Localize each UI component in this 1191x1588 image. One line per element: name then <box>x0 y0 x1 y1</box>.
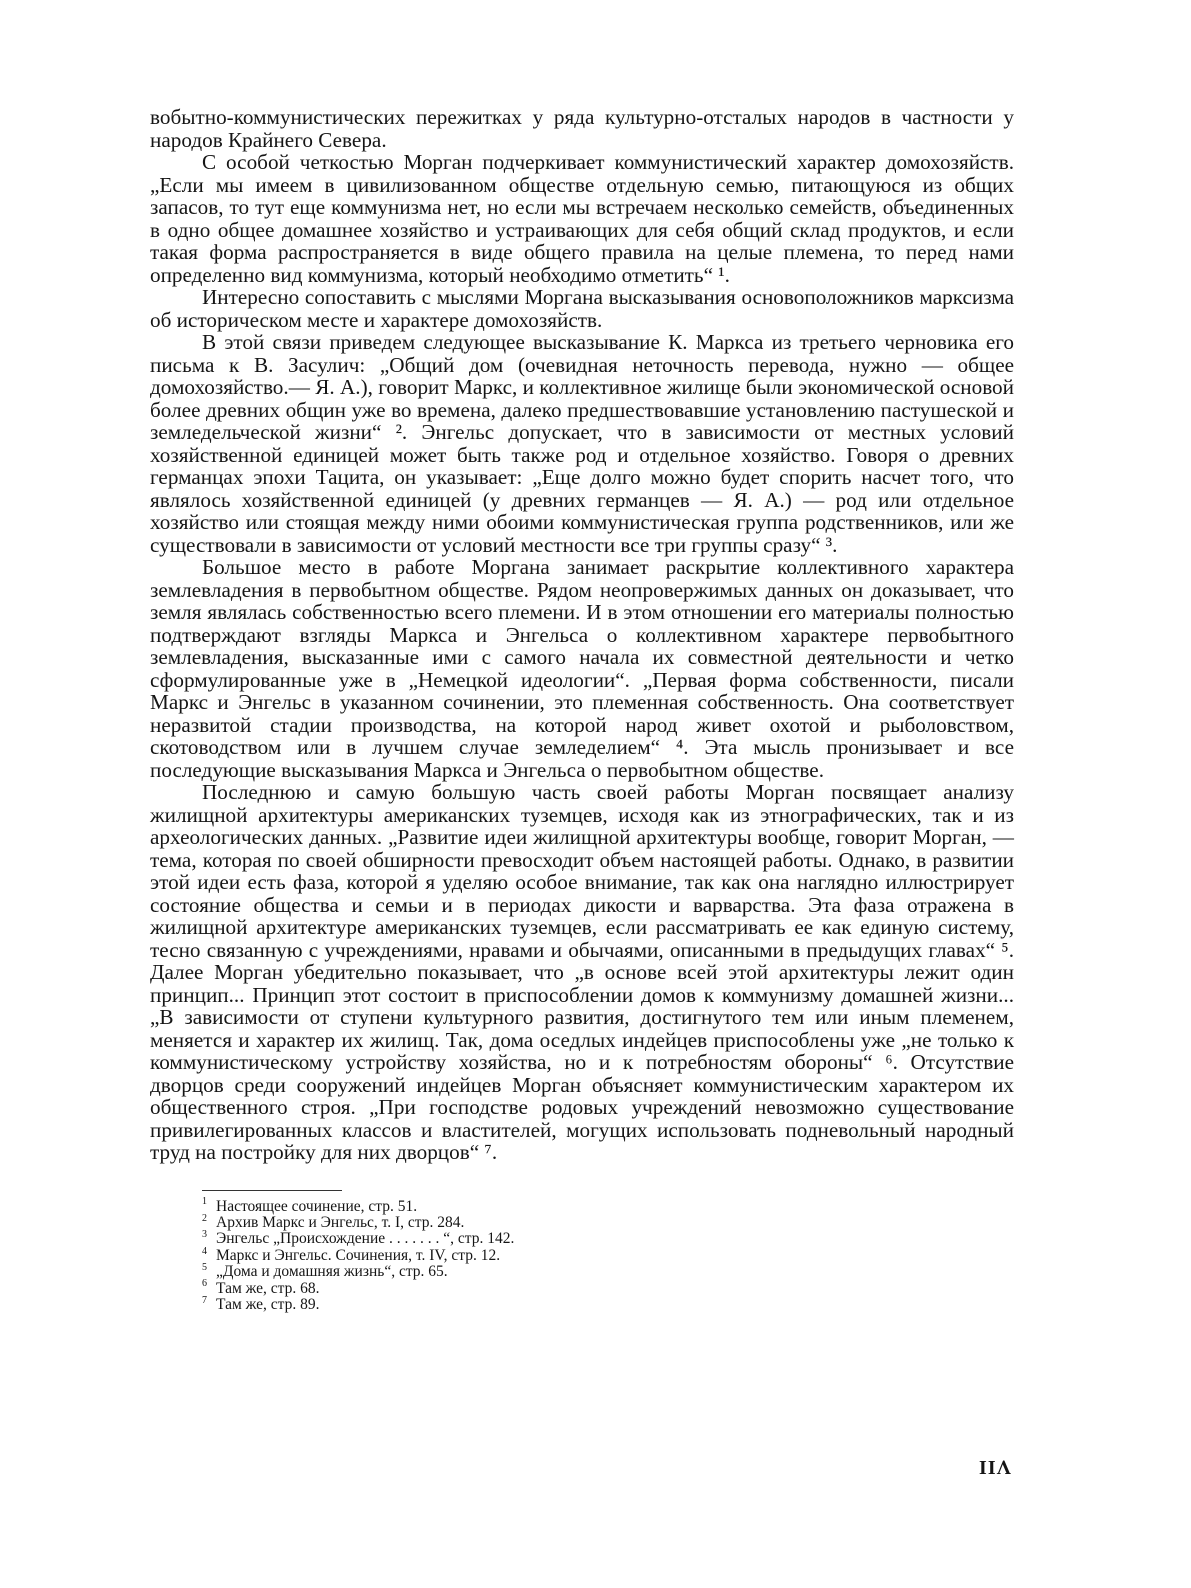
footnote-text: Архив Маркс и Энгельс, т. I, стр. 284. <box>216 1213 465 1231</box>
page-number: VII <box>977 1456 1011 1478</box>
footnote-separator <box>202 1190 342 1191</box>
footnotes <box>202 1196 1014 1314</box>
footnote-text: „Дома и домашняя жизнь“, стр. 65. <box>216 1263 448 1281</box>
footnote-text: Там же, стр. 89. <box>216 1295 320 1313</box>
footnote-7: 7 Там же, стр. 89. <box>202 1294 320 1313</box>
page-content <box>150 106 1014 1313</box>
footnote-text: Там же, стр. 68. <box>216 1279 320 1297</box>
paragraph-2: С особой четкостью Морган подчеркивает коммунистический характер домохозяйств. „Если мы имеем в цивилизованном обществе отдельную семью, питающуюся из общих запасов, то тут еще коммунизма нет, но если мы встречаем несколько семейств, объединенных в одно общее домашнее хозяйство и устраивающих для себя общий склад продуктов, и если такая форма распространяется в виде общего правила на целые племена, то перед нами определенно вид коммунизма, который необходимо отметить“ ¹. <box>150 150 1014 287</box>
paragraph-3: Интересно сопоставить с мыслями Моргана высказывания основоположников марксизма об историческом месте и характере домохозяйств. <box>150 285 1014 332</box>
footnote-5: 5 „Дома и домашняя жизнь“, стр. 65. <box>202 1261 448 1281</box>
paragraph-4: В этой связи приведем следующее высказывание К. Маркса из третьего черновика его письма к В. Засулич: „Общий дом (очевидная неточность перевода, нужно — общее домохозяйство.— Я. А.), говорит Маркс, и коллективное жилище были экономической основой более древних общин уже во времена, далеко предшествовавшие установлению пастушеской и земледельческой жизни“ ². Энгельс допускает, что в зависимости от местных условий хозяйственной единицей может быть также род и отдельное хозяйство. Говоря о древних германцах эпохи Тацита, он указывает: „Еще долго можно будет спорить насчет того, что являлось хозяйственной единицей (у древних германцев — Я. А.) — род или отдельное хозяйство или стоящая между ними обоими коммунистическая группа родственников, или же существовали в зависимости от условий местности все три группы сразу“ ³. <box>150 330 1014 557</box>
footnote-text: Настоящее сочинение, стр. 51. <box>216 1197 418 1215</box>
footnote-1: 1 Настоящее сочинение, стр. 51. <box>202 1196 418 1215</box>
footnote-text: Энгельс „Происхождение . . . . . . . “, стр. 142. <box>216 1230 515 1248</box>
footnote-6: 6 Там же, стр. 68. <box>202 1278 320 1297</box>
footnote-2: 2 Архив Маркс и Энгельс, т. I, стр. 284. <box>202 1212 465 1231</box>
paragraph-5: Большое место в работе Моргана занимает раскрытие коллективного характера землевладения в первобытном обществе. Рядом неопровержимых данных он доказывает, что земля являлась собственностью всего племени. И в этом отношении его материалы полностью подтверждают взгляды Маркса и Энгельса о коллективном характере первобытного землевладения, высказанные ими с самого начала их совместной деятельности и четко сформулированные уже в „Немецкой идеологии“. „Первая форма собственности, писали Маркс и Энгельс в указанном сочинении, это племенная собственность. Она соответствует неразвитой стадии производства, на которой народ живет охотой и рыболовством, скотоводством или в лучшем случае земледелием“ ⁴. Эта мысль пронизывает и все последующие высказывания Маркса и Энгельса о первобытном обществе. <box>150 555 1014 782</box>
paragraph-1: вобытно-коммунистических пережитках у ряда культурно-отсталых народов в частности у народов Крайнего Севера. <box>150 105 1014 152</box>
paragraph-6: Последнюю и самую большую часть своей работы Морган посвящает анализу жилищной архитектуры американских туземцев, исходя как из этнографических, так и из археологических данных. „Развитие идеи жилищной архитектуры вообще, говорит Морган, — тема, которая по своей обширности превосходит объем настоящей работы. Однако, в развитии этой идеи есть фаза, которой я уделяю особое внимание, так как она наглядно иллюстрирует состояние общества и семьи и в периодах дикости и варварства. Эта фаза отражена в жилищной архитектуре американских туземцев, если рассматривать ее как единую систему, тесно связанную с учреждениями, нравами и обычаями, описанными в предыдущих главах“ ⁵. Далее Морган убедительно показывает, что „в основе всей этой архитектуры лежит один принцип... Принцип этот состоит в приспособлении домов к коммунизму домашней жизни... „В зависимости от ступени культурного развития, достигнутого тем или иным племенем, меняется и характер их жилищ. Так, дома оседлых индейцев приспособлены уже „не только к коммунистическому устройству хозяйства, но и к потребностям обороны“ ⁶. Отсутствие дворцов среди сооружений индейцев Морган объясняет коммунистическим характером их общественного строя. „При господстве родовых учреждений невозможно существование привилегированных классов и властителей, могущих использовать подневольный народный труд на постройку для них дворцов“ ⁷. <box>150 780 1014 1164</box>
footnote-text: Маркс и Энгельс. Сочинения, т. IV, стр. 12. <box>216 1246 501 1264</box>
main-text <box>150 106 1014 1164</box>
footnote-4: 4 Маркс и Энгельс. Сочинения, т. IV, стр. 12. <box>202 1245 501 1264</box>
footnote-3: 3 Энгельс „Происхождение . . . . . . . “, стр. 142. <box>202 1229 515 1248</box>
